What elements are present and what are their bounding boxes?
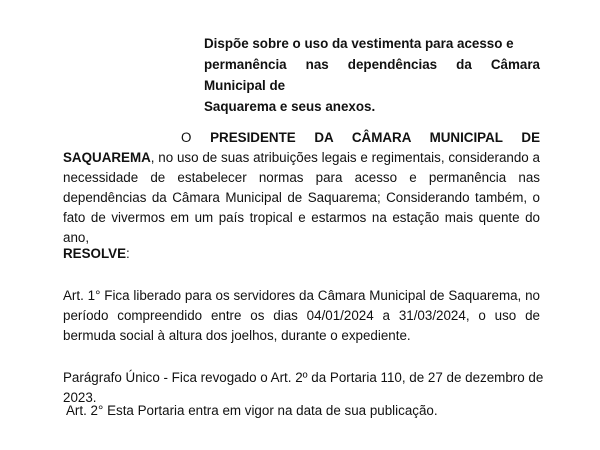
paragrafo-unico: Parágrafo Único - Fica revogado o Art. 2º da Portaria 110, de 27 de dezembro de 2023. [63,370,544,405]
preamble-paragraph [63,128,540,248]
article-2: Art. 2° Esta Portaria entra em vigor na data de sua publicação. [66,403,438,418]
resolve-heading [63,244,130,264]
preamble-rest: , no uso de suas atribuições legais e regimentais, considerando a necessidade de estabelecer normas para acesso e permanência nas dependências da Câmara Municipal de Saquarema; Considerando também, o fato de vivermos em um país tropical e estarmos na estação mais quente do ano, [63,150,540,245]
resolve-colon: : [126,246,130,261]
resolve-label: RESOLVE [63,246,126,261]
preamble-lead: O [181,130,211,145]
article-1: Art. 1° Fica liberado para os servidores da Câmara Municipal de Saquarema, no período compreendido entre os dias 04/01/2024 a 31/03/2024, o uso de bermuda social à altura dos joelhos, durante o expediente. [63,288,540,343]
ementa-line-2: permanência nas dependências da Câmara Municipal de [204,57,540,93]
ementa-line-3: Saquarema e seus anexos. [204,99,376,114]
president-title: PRESIDENTE DA CÂMARA MUNICIPAL DE SAQUAREMA [63,130,541,165]
ementa-block [204,33,540,117]
ementa-line-1: Dispõe sobre o uso da vestimenta para acesso e [204,36,514,51]
